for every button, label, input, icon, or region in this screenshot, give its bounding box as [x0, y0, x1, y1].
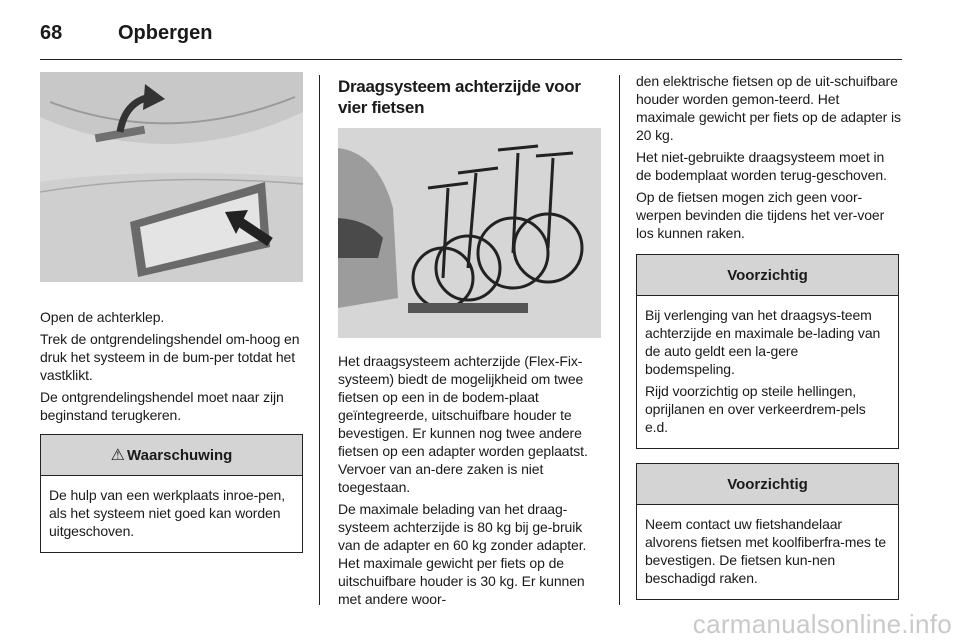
warning-body: [41, 476, 302, 552]
caution-box: [636, 254, 899, 449]
caution-text: Rijd voorzichtig op steile hellingen, oprijlanen en over verkeerdrem-pels e.d.: [645, 383, 866, 435]
paragraph: Trek de ontgrendelingshendel om-hoog en druk het systeem in de bum-per totdat het vastklikt.: [40, 331, 300, 383]
figure-trunk-rear-bumper: [40, 72, 303, 282]
section-heading: Draagsysteem achterzijde voor vier fietsen: [338, 77, 581, 117]
column-divider: [619, 75, 620, 605]
caution-text: Neem contact uw fietshandelaar alvorens fietsen met koolfiberfra-mes te bevestigen. De fietsen kun-nen beschadigd raken.: [645, 516, 887, 586]
caution-box-header: Voorzichtig: [637, 464, 898, 505]
caution-body: [637, 505, 898, 599]
page-number: 68: [40, 21, 63, 44]
column-2: [338, 72, 603, 612]
caution-box-header: Voorzichtig: [637, 255, 898, 296]
column-3: [636, 72, 901, 600]
figure-bike-carrier: [338, 128, 601, 338]
warning-triangle-icon: ⚠: [110, 447, 126, 464]
watermark: carmanualsonline.info: [692, 609, 952, 639]
column-1: [40, 72, 305, 553]
paragraph: Open de achterklep.: [40, 309, 165, 325]
warning-box: [40, 434, 303, 553]
paragraph: Het niet-gebruikte draagsysteem moet in de bodemplaat worden terug-geschoven.: [636, 149, 887, 183]
page-header: [40, 18, 212, 48]
header-rule: [40, 59, 902, 60]
caution-body: [637, 296, 898, 448]
warning-box-header: [41, 435, 302, 476]
chapter-title: Opbergen: [118, 21, 213, 44]
column-divider: [319, 75, 320, 605]
paragraph: den elektrische fietsen op de uit-schuifbare houder worden gemon-teerd. Het maximale gewicht per fiets op de adapter is 20 kg.: [636, 73, 901, 143]
paragraph: De ontgrendelingshendel moet naar zijn beginstand terugkeren.: [40, 389, 284, 423]
paragraph: De maximale belading van het draag-systeem achterzijde is 80 kg bij ge-bruik van de adapter en 60 kg zonder adapter. Het maximale gewicht per fiets op de uitschuifbare houder is 30 kg. Er kunnen met andere woor-: [338, 501, 587, 607]
caution-text: Bij verlenging van het draagsys-teem achterzijde en maximale be-lading van de auto geldt een la-gere bodemspeling.: [645, 307, 881, 377]
warning-title: Waarschuwing: [127, 446, 233, 464]
paragraph: Het draagsysteem achterzijde (Flex-Fix-systeem) biedt de mogelijkheid om twee fietsen op een in de bodem-plaat geïntegreerde, uitschuifbare houder te bevestigen. Er kunnen nog twee andere fietsen op een adapter worden geplaatst. Vervoer van an-dere zaken is niet toegestaan.: [338, 353, 588, 495]
warning-text: De hulp van een werkplaats inroe-pen, als het systeem niet goed kan worden uitgeschoven.: [49, 487, 286, 539]
paragraph: Op de fietsen mogen zich geen voor-werpen bevinden die tijdens het ver-voer los kunnen raken.: [636, 189, 885, 241]
caution-box: [636, 463, 899, 600]
